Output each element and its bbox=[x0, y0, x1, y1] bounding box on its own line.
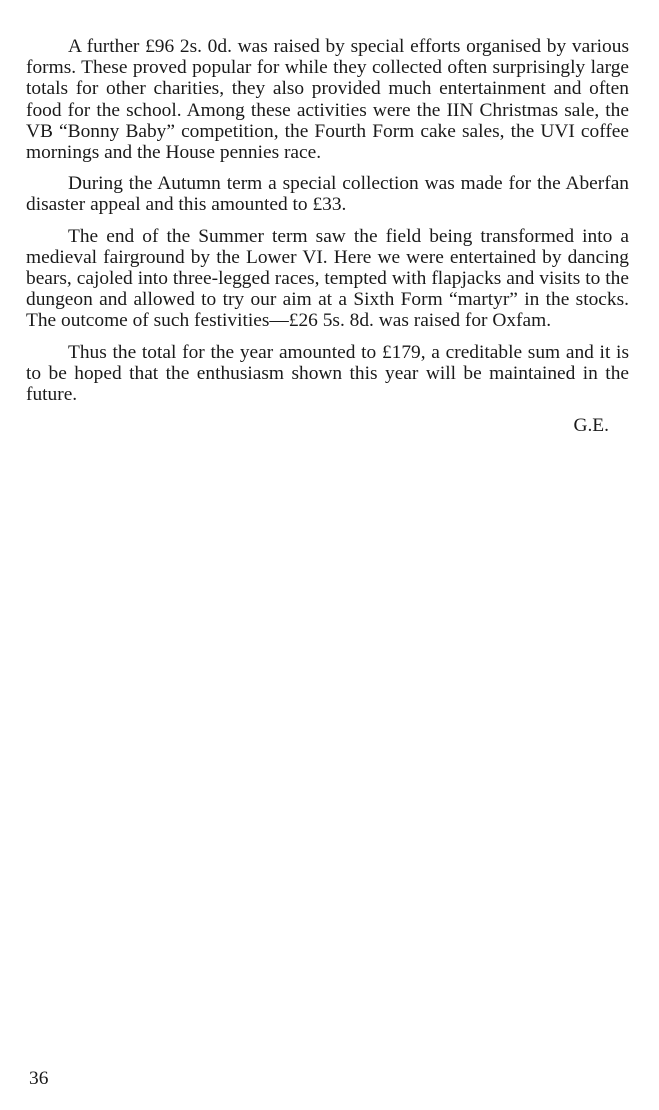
article-body bbox=[26, 36, 629, 436]
paragraph-summer-fairground: The end of the Summer term saw the field being transformed into a medieval fairground by the Lower VI. Here we were entertained by dancing bears, cajoled into three-legged races, tempted with flapjacks and visits to the dungeon and allowed to try our aim at a Sixth Form “martyr” in the stocks. The outcome of such festivities—£26 5s. 8d. was raised for Oxfam. bbox=[26, 225, 629, 332]
author-initials: G.E. bbox=[573, 415, 609, 437]
page-number: 36 bbox=[29, 1068, 49, 1089]
paragraph-special-efforts: A further £96 2s. 0d. was raised by special efforts organised by various forms. These proved popular for while they collected often surprisingly large totals for other charities, they also provided much entertainment and often food for the school. Among these activities were the IIN Christmas sale, the VB “Bonny Baby” competition, the Fourth Form cake sales, the UVI coffee mornings and the House pennies race. bbox=[26, 36, 629, 164]
paragraph-year-total: Thus the total for the year amounted to £179, a creditable sum and it is to be hoped that the enthusiasm shown this year will be maintained in the future. bbox=[26, 341, 629, 406]
paragraph-aberfan-appeal: During the Autumn term a special collection was made for the Aberfan disaster appeal and this amounted to £33. bbox=[26, 173, 629, 216]
